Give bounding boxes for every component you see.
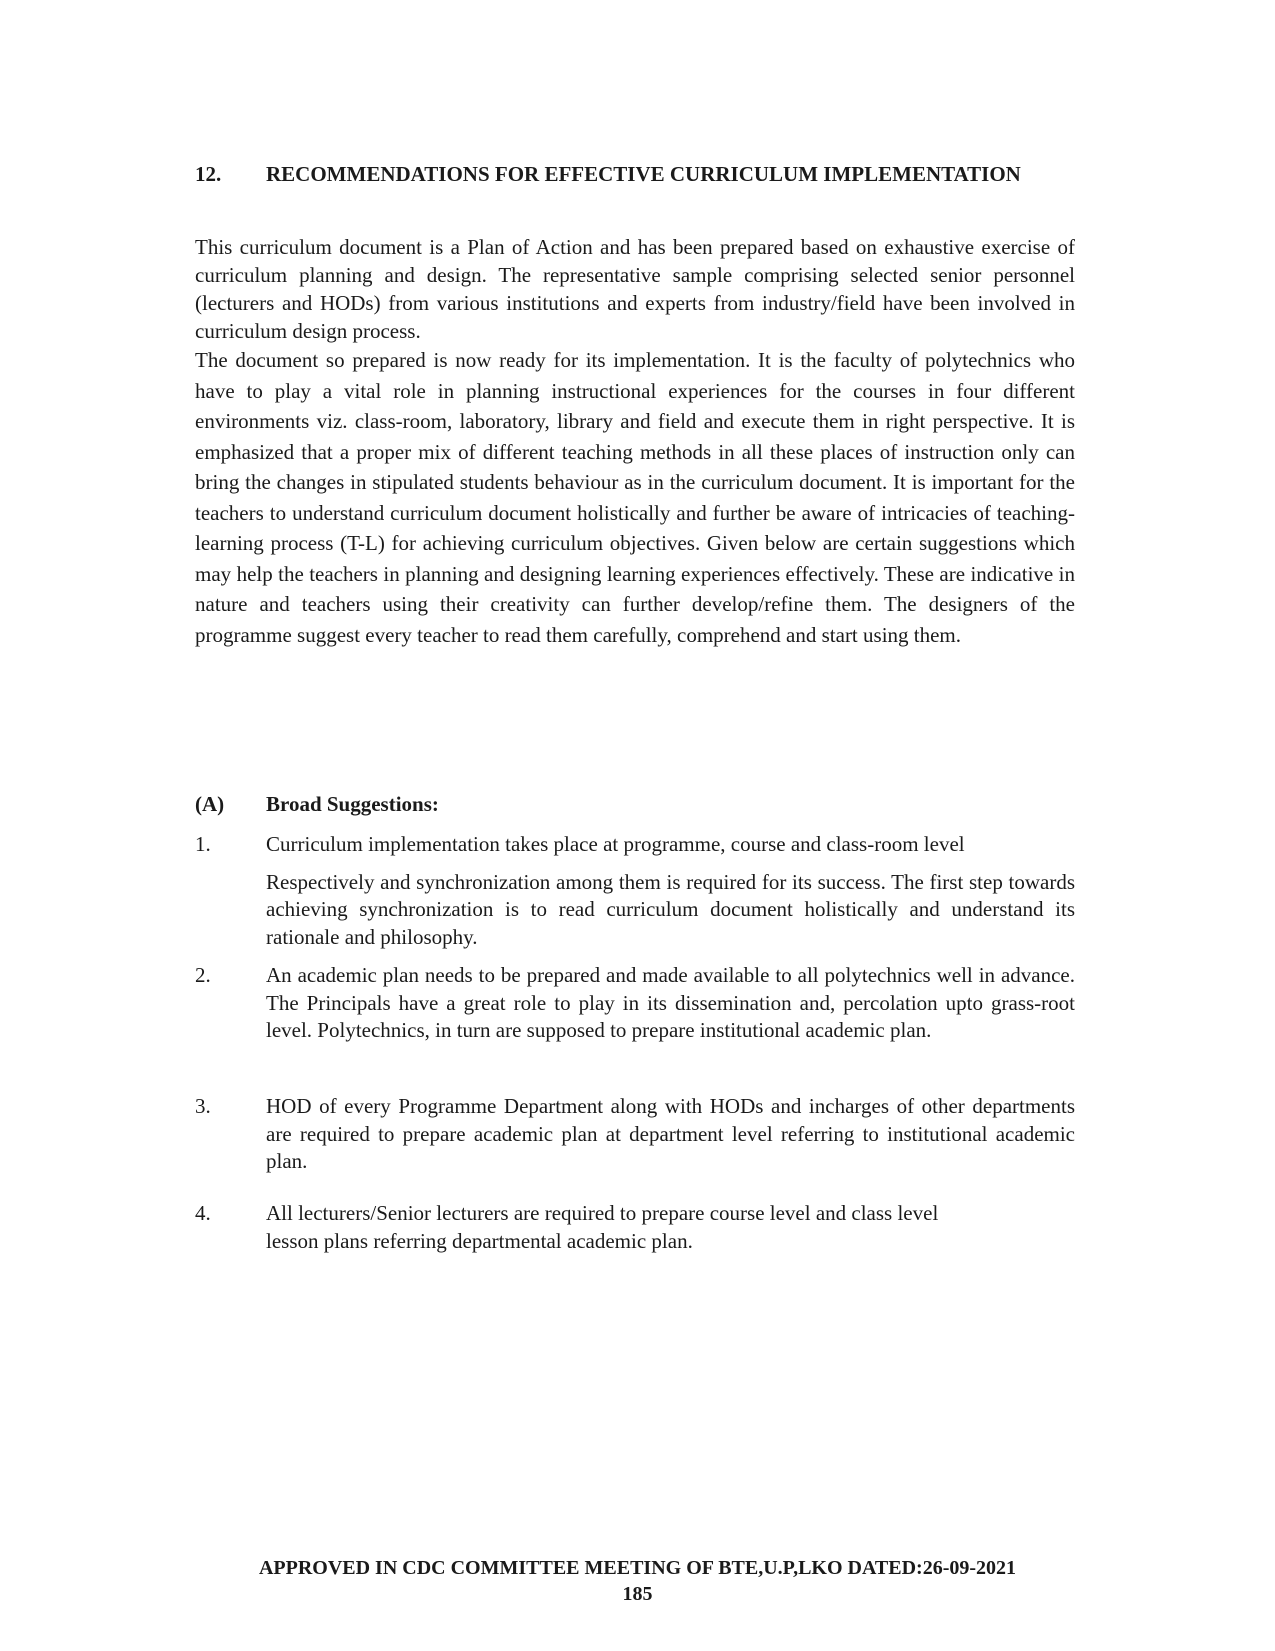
list-item-text: An academic plan needs to be prepared and made available to all polytechnics well in advance. The Principals have a great role to play in its dissemination and, percolation upto grass-root level. Polytechnics, in turn are supposed to prepare institutional academic plan. (266, 963, 1075, 1042)
list-item-line-2: lesson plans referring departmental academic plan. (266, 1228, 693, 1253)
list-item-body (266, 962, 1075, 1045)
section-title: RECOMMENDATIONS FOR EFFECTIVE CURRICULUM IMPLEMENTATION (266, 162, 1021, 186)
intro-paragraph-1: This curriculum document is a Plan of Action and has been prepared based on exhaustive exercise of curriculum planning and design. The representative sample comprising selected senior personnel (lecturers and HODs) from various institutions and experts from industry/field have been involved in curriculum design process. (195, 235, 1075, 343)
page-footer (0, 1555, 1275, 1607)
list-item-number: 1. (195, 832, 211, 856)
section-number: 12. (195, 162, 222, 186)
subsection-title: Broad Suggestions: (266, 792, 439, 816)
approval-note: APPROVED IN CDC COMMITTEE MEETING OF BTE,U.P,LKO DATED:26-09-2021 (258, 1557, 1017, 1579)
list-item-first-line: Curriculum implementation takes place at programme, course and class-room level (266, 832, 965, 856)
list-item-body (266, 1093, 1075, 1176)
list-item-body (266, 831, 1075, 951)
intro-text (195, 233, 1075, 650)
list-item-continuation: Respectively and synchronization among them is required for its success. The first step towards achieving synchronization is to read curriculum document holistically and understand its rationale and philosophy. (266, 869, 1075, 949)
list-item-number: 3. (195, 1094, 211, 1118)
list-item-number: 2. (195, 963, 211, 987)
list-item-text: HOD of every Programme Department along with HODs and incharges of other departments are required to prepare academic plan at department level referring to institutional academic plan. (266, 1094, 1075, 1173)
list-item-body (266, 1200, 1075, 1255)
intro-paragraph-2: The document so prepared is now ready for its implementation. It is the faculty of polytechnics who have to play a vital role in planning instructional experiences for the courses in four different environments viz. class-room, laboratory, library and field and execute them in right perspective. It is emphasized that a proper mix of different teaching methods in all these places of instruction only can bring the changes in stipulated students behaviour as in the curriculum document. It is important for the teachers to understand curriculum document holistically and further be aware of intricacies of teaching-learning process (T-L) for achieving curriculum objectives. Given below are certain suggestions which may help the teachers in planning and designing learning experiences effectively. These are indicative in nature and teachers using their creativity can further develop/refine them. The designers of the programme suggest every teacher to read them carefully, comprehend and start using them. (195, 348, 1075, 647)
list-item-line-1: All lecturers/Senior lecturers are required to prepare course level and class level (266, 1201, 939, 1225)
list-item-number: 4. (195, 1201, 211, 1225)
subsection-label: (A) (195, 792, 225, 816)
page-number: 185 (622, 1583, 653, 1605)
